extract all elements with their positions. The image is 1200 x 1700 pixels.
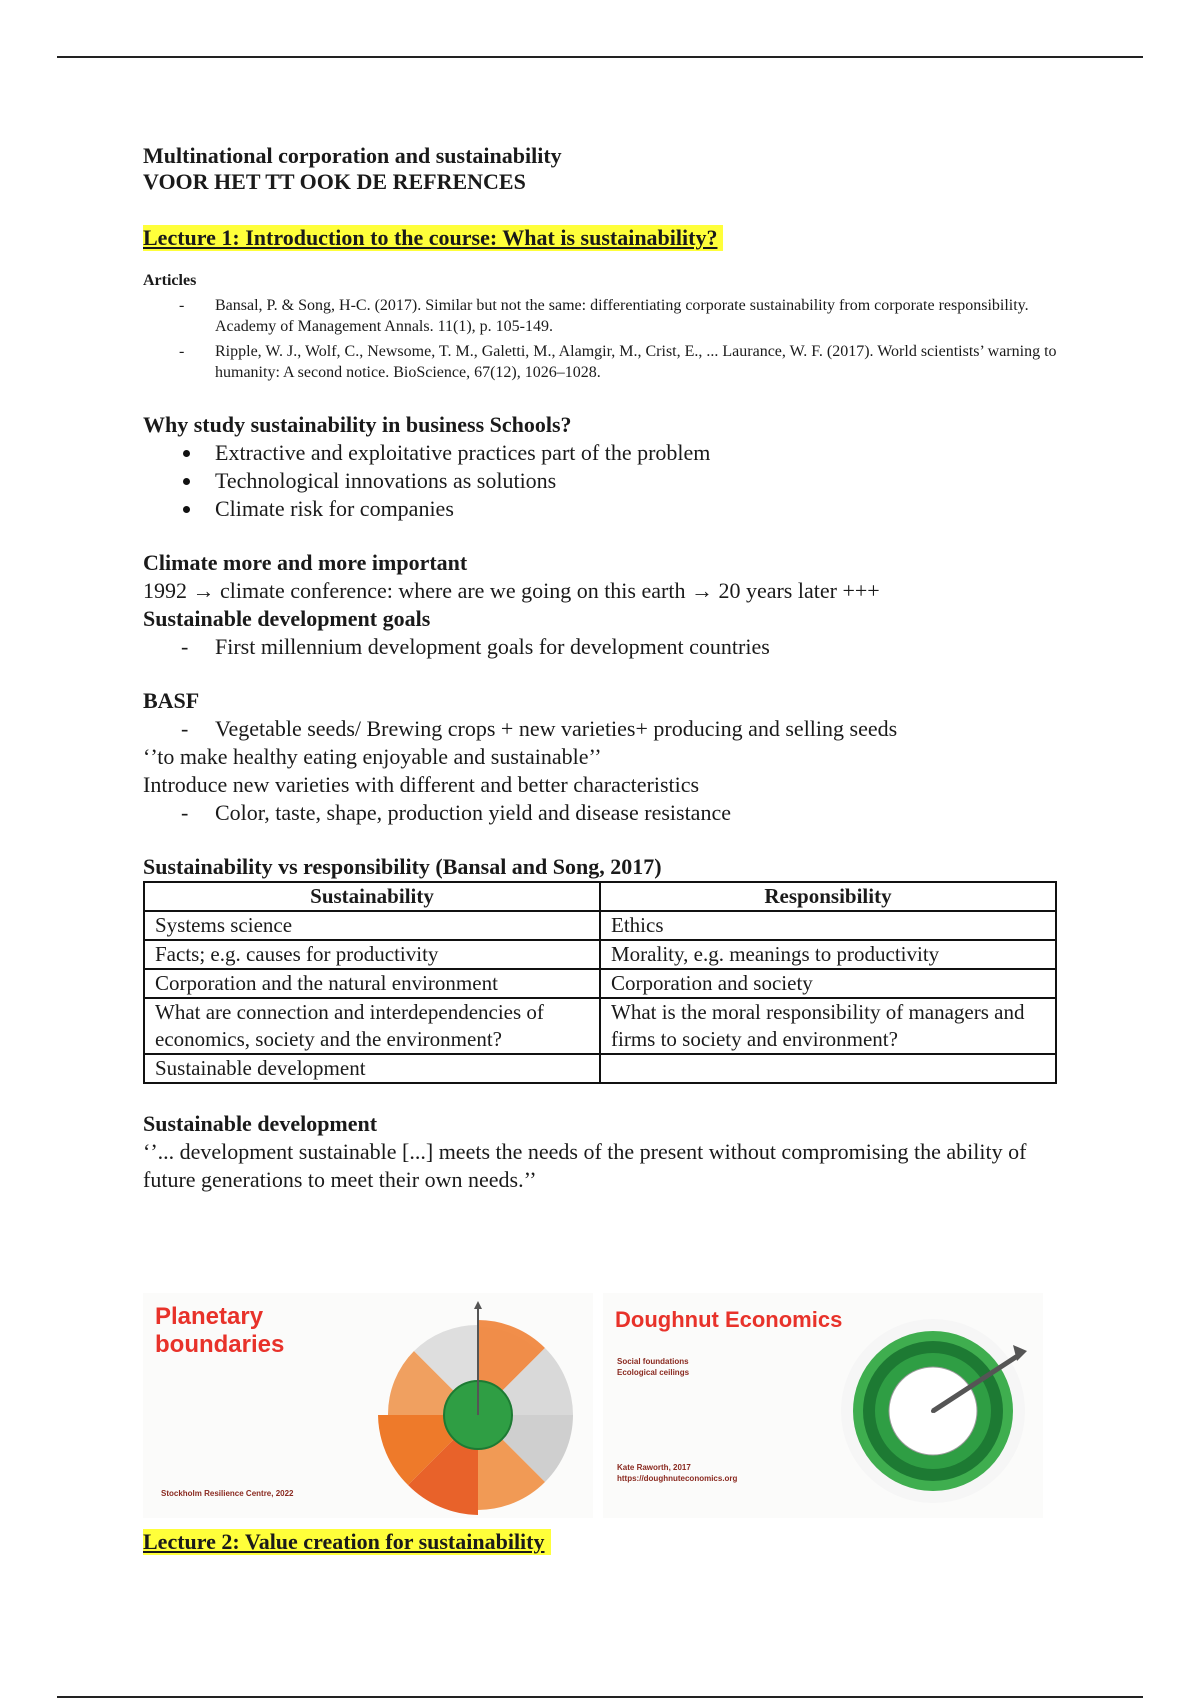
basf-heading: BASF: [143, 688, 200, 713]
basf-list-2: [143, 799, 1063, 827]
why-study-list: [143, 439, 1063, 523]
articles-label: Articles: [143, 272, 197, 289]
table-cell: [600, 1054, 1056, 1083]
sustainable-development-quote: ‘’... development sustainable [...] meets the needs of the present without compromising the ability of future generations to meet their own needs.’’: [143, 1139, 1027, 1192]
dash-item: - Vegetable seeds/ Brewing crops + new varieties+ producing and selling seeds: [143, 715, 1063, 743]
planetary-title: Planetary boundaries: [155, 1303, 285, 1358]
dash-item: - First millennium development goals for development countries: [143, 633, 1063, 661]
sustainable-development-heading: Sustainable development: [143, 1111, 378, 1136]
lecture-1-heading: Lecture 1: Introduction to the course: What is sustainability?: [143, 225, 723, 251]
planetary-boundaries-diagram: [373, 1295, 583, 1515]
document-body: [143, 143, 1063, 1194]
sdg-heading: Sustainable development goals: [143, 606, 431, 631]
table-cell: Sustainable development: [144, 1054, 600, 1083]
table-cell: Corporation and society: [600, 969, 1056, 998]
table-cell: Facts; e.g. causes for productivity: [144, 940, 600, 969]
figures-row: [143, 1293, 1043, 1518]
climate-heading: Climate more and more important: [143, 550, 468, 575]
why-study-heading: Why study sustainability in business Schools?: [143, 412, 572, 437]
table-row: [144, 1054, 1056, 1083]
doughnut-source-author: Kate Raworth, 2017: [617, 1463, 691, 1472]
table-row: [144, 940, 1056, 969]
doughnut-legend-social: Social foundations: [617, 1357, 689, 1366]
bullet-item: Extractive and exploitative practices part of the problem: [143, 439, 1063, 467]
top-rule: [57, 56, 1143, 58]
planetary-boundaries-figure: [143, 1293, 593, 1518]
climate-text: 1992 → climate conference: where are we going on this earth → 20 years later +++: [143, 578, 880, 603]
document-subtitle: VOOR HET TT OOK DE REFRENCES: [143, 169, 526, 194]
article-item: - Bansal, P. & Song, H-C. (2017). Similar but not the same: differentiating corporate sustainability from corporate responsibility. Academy of Management Annals. 11(1), p. 105-149.: [143, 295, 1063, 337]
table-header-row: [144, 882, 1056, 911]
doughnut-legend-ecological: Ecological ceilings: [617, 1368, 690, 1377]
table-cell: What are connection and interdependencies of economics, society and the environment?: [144, 998, 600, 1054]
column-header: Sustainability: [144, 882, 600, 911]
comparison-table: [143, 881, 1057, 1084]
comparison-heading: Sustainability vs responsibility (Bansal and Song, 2017): [143, 854, 662, 879]
doughnut-title: Doughnut Economics: [615, 1307, 843, 1332]
column-header: Responsibility: [600, 882, 1056, 911]
dash-item: - Color, taste, shape, production yield and disease resistance: [143, 799, 1063, 827]
lecture-2-section: [143, 1529, 551, 1555]
table-cell: Corporation and the natural environment: [144, 969, 600, 998]
articles-list: [143, 295, 1063, 383]
planetary-source: Stockholm Resilience Centre, 2022: [161, 1489, 294, 1498]
table-cell: Morality, e.g. meanings to productivity: [600, 940, 1056, 969]
basf-quote: ‘’to make healthy eating enjoyable and sustainable’’: [143, 744, 602, 769]
bullet-item: Climate risk for companies: [143, 495, 1063, 523]
basf-line: Introduce new varieties with different and better characteristics: [143, 772, 700, 797]
table-row: [144, 998, 1056, 1054]
bullet-item: Technological innovations as solutions: [143, 467, 1063, 495]
document-title: Multinational corporation and sustainability: [143, 143, 562, 168]
table-row: [144, 911, 1056, 940]
table-cell: Systems science: [144, 911, 600, 940]
doughnut-source-url: https://doughnuteconomics.org: [617, 1474, 738, 1483]
lecture-2-heading: Lecture 2: Value creation for sustainability: [143, 1529, 551, 1555]
sdg-list: [143, 633, 1063, 661]
table-cell: Ethics: [600, 911, 1056, 940]
article-item: - Ripple, W. J., Wolf, C., Newsome, T. M., Galetti, M., Alamgir, M., Crist, E., ... Laurance, W. F. (2017). World scientists’ warning to humanity: A second notice. BioScience, 67(12), 1026–1028.: [143, 341, 1063, 383]
doughnut-economics-figure: [603, 1293, 1043, 1518]
bottom-rule: [57, 1696, 1143, 1698]
table-row: [144, 969, 1056, 998]
basf-list-1: [143, 715, 1063, 743]
table-cell: What is the moral responsibility of managers and firms to society and environment?: [600, 998, 1056, 1054]
doughnut-diagram: [833, 1303, 1033, 1513]
